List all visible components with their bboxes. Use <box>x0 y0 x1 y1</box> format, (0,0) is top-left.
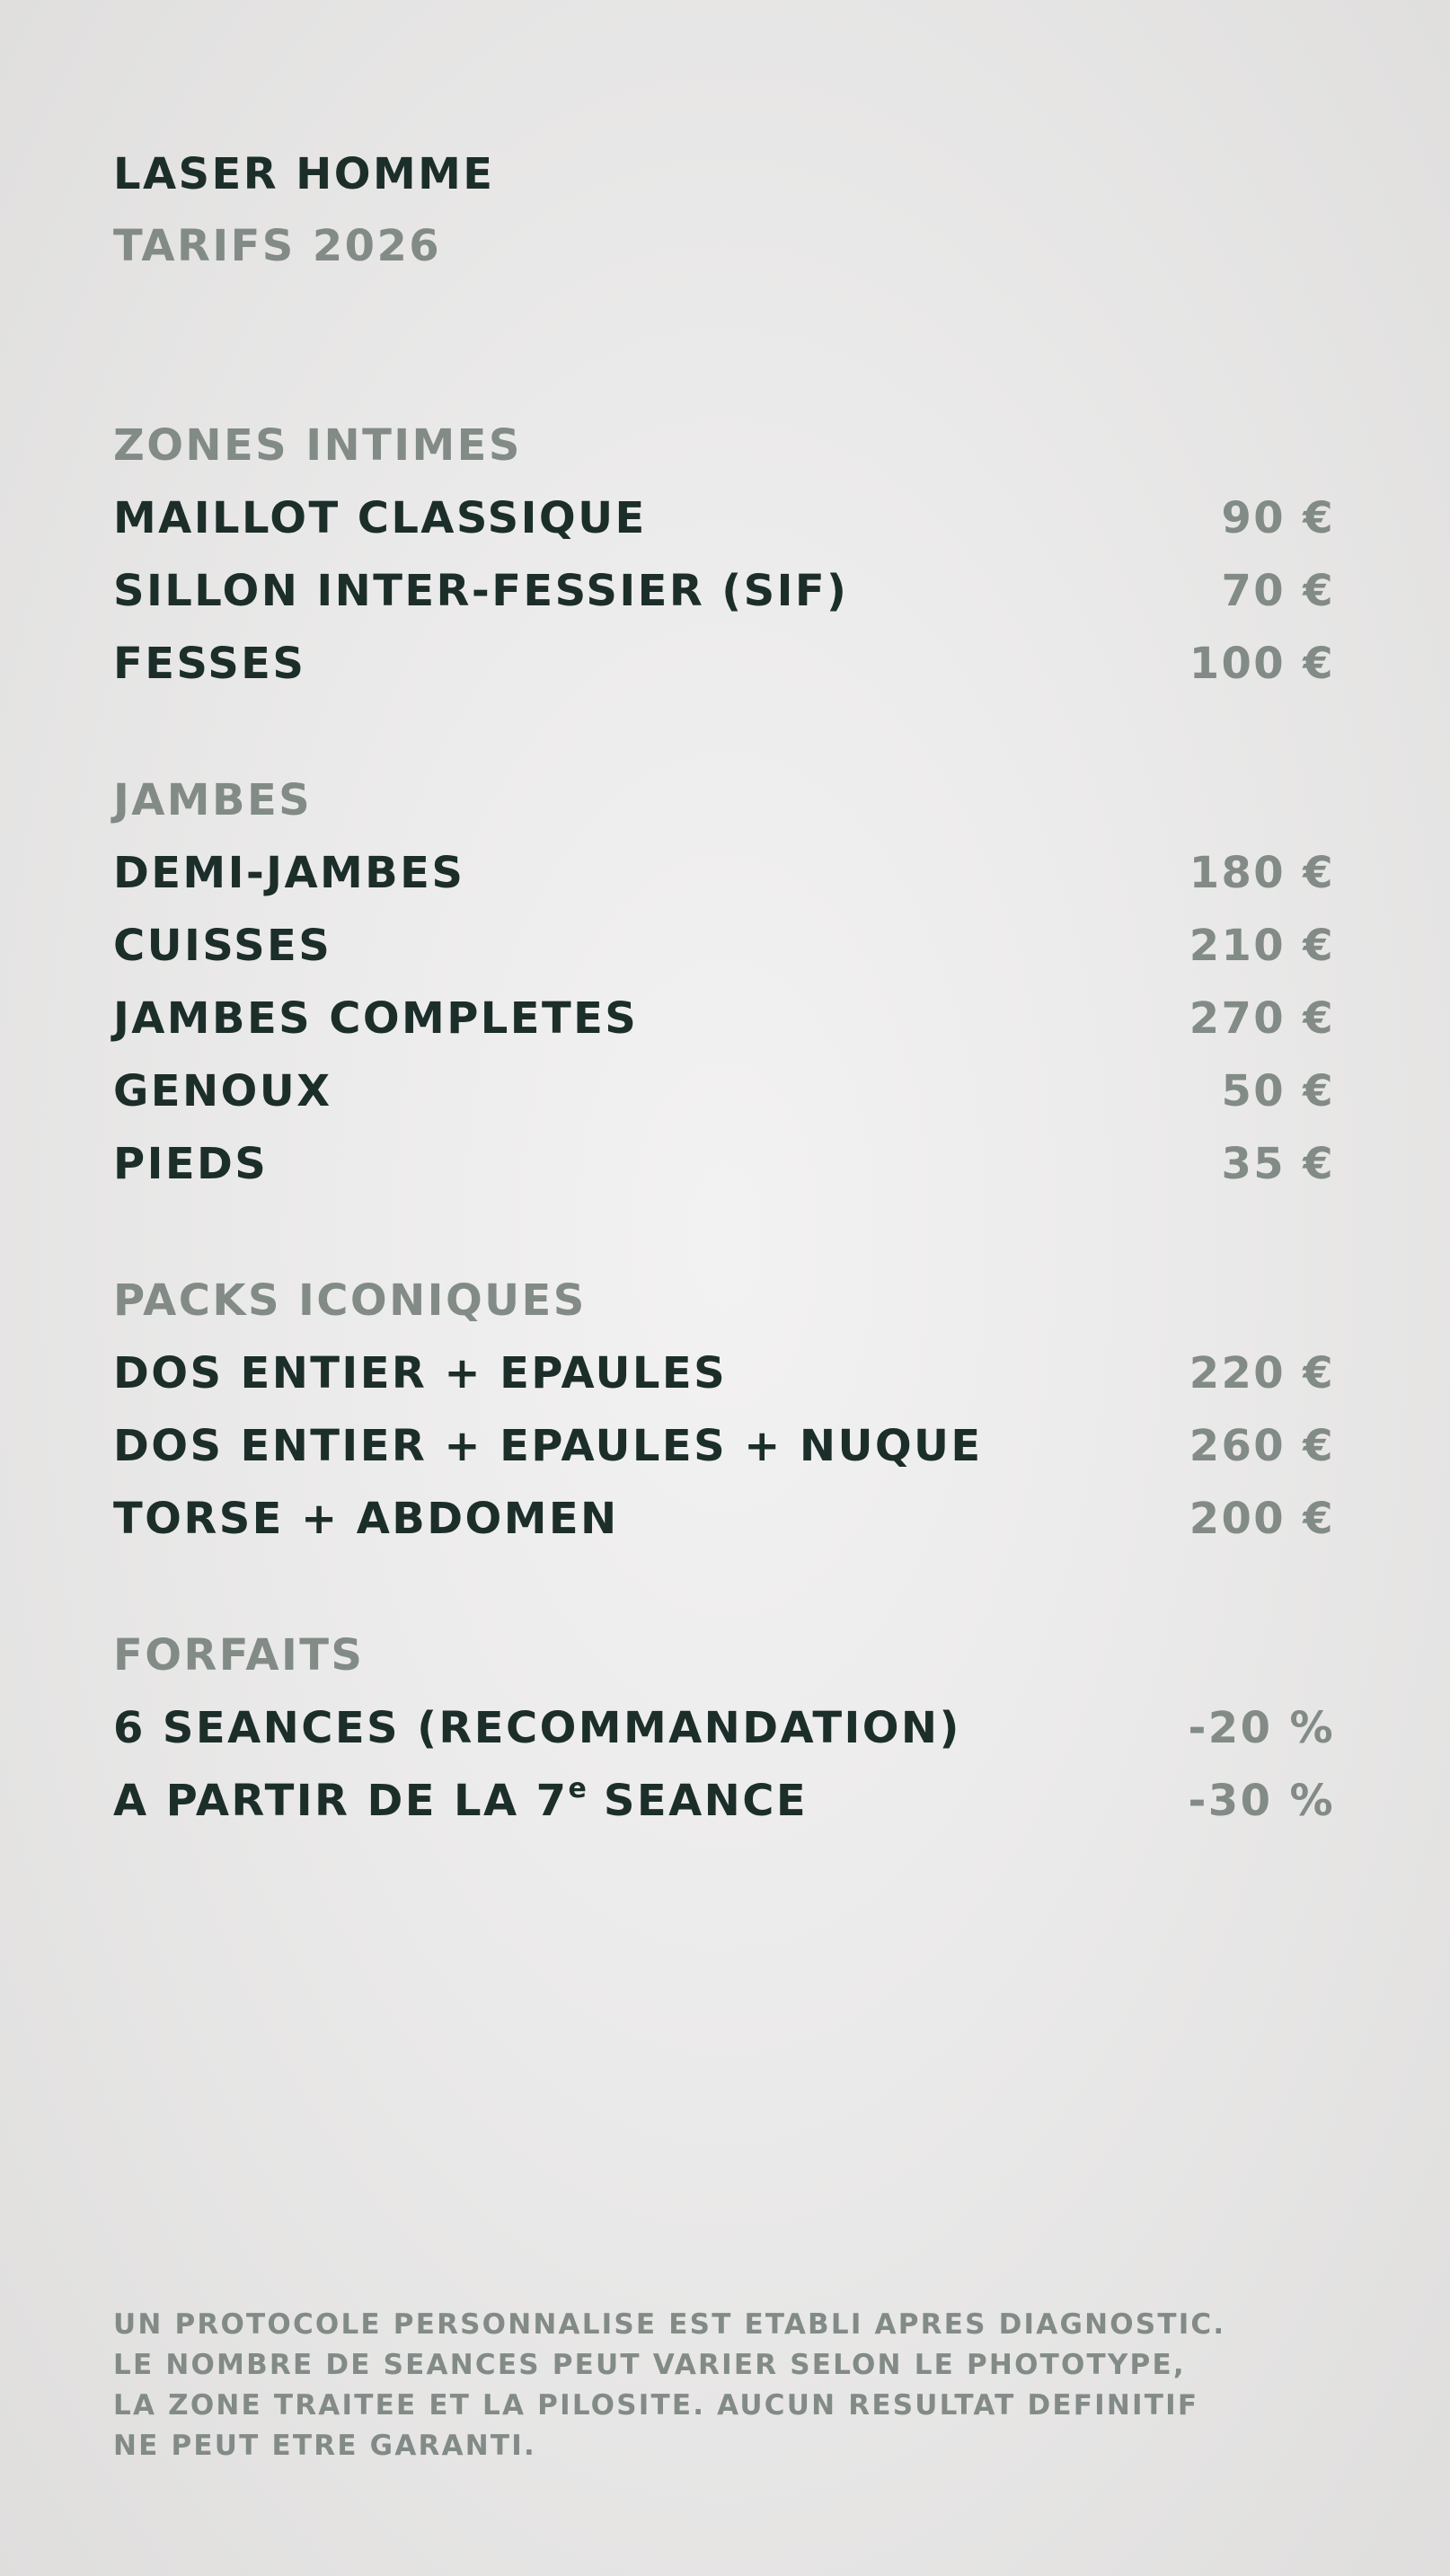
ordinal-superscript: e <box>568 1773 587 1804</box>
item-price: 200 € <box>1189 1494 1335 1544</box>
page-subtitle: TARIFS 2026 <box>113 221 442 271</box>
item-label: CUISSES <box>113 921 332 971</box>
section-jambes <box>113 773 1335 1210</box>
price-row <box>113 637 1335 710</box>
section-zones-intimes <box>113 419 1335 710</box>
item-price: 90 € <box>1221 493 1335 543</box>
price-list <box>113 419 1335 1910</box>
disclaimer-line: NE PEUT ETRE GARANTI. <box>113 2430 536 2462</box>
price-row <box>113 1774 1335 1847</box>
disclaimer-line: UN PROTOCOLE PERSONNALISE EST ETABLI APRES DIAGNOSTIC. <box>113 2308 1226 2341</box>
item-price: 50 € <box>1221 1066 1335 1116</box>
item-label: 6 SEANCES (RECOMMANDATION) <box>113 1703 961 1753</box>
item-label: JAMBES COMPLETES <box>113 993 639 1044</box>
item-label: SILLON INTER-FESSIER (SIF) <box>113 566 849 616</box>
disclaimer <box>113 2305 1335 2466</box>
item-label: DEMI-JAMBES <box>113 848 465 898</box>
item-price: 35 € <box>1221 1139 1335 1189</box>
price-row <box>113 992 1335 1064</box>
item-price: 100 € <box>1189 639 1335 689</box>
item-price: 70 € <box>1221 566 1335 616</box>
item-price: 270 € <box>1189 993 1335 1044</box>
item-label: FESSES <box>113 639 306 689</box>
item-label: MAILLOT CLASSIQUE <box>113 493 647 543</box>
item-discount: -30 % <box>1188 1776 1335 1826</box>
price-row <box>113 1064 1335 1137</box>
section-title: FORFAITS <box>113 1630 365 1681</box>
item-label: DOS ENTIER + EPAULES + NUQUE <box>113 1421 983 1471</box>
item-price: 220 € <box>1189 1348 1335 1398</box>
price-row <box>113 1492 1335 1565</box>
price-row <box>113 1346 1335 1419</box>
section-title: PACKS ICONIQUES <box>113 1275 587 1326</box>
disclaimer-line: LE NOMBRE DE SEANCES PEUT VARIER SELON LE PHOTOTYPE, <box>113 2349 1186 2381</box>
item-label: PIEDS <box>113 1139 269 1189</box>
item-label-end: SEANCE <box>586 1776 809 1826</box>
section-forfaits <box>113 1628 1335 1847</box>
price-row <box>113 1137 1335 1210</box>
disclaimer-line: LA ZONE TRAITEE ET LA PILOSITE. AUCUN RESULTAT DEFINITIF <box>113 2389 1199 2422</box>
item-price: 210 € <box>1189 921 1335 971</box>
item-label: TORSE + ABDOMEN <box>113 1494 619 1544</box>
item-label: DOS ENTIER + EPAULES <box>113 1348 728 1398</box>
section-title: ZONES INTIMES <box>113 420 522 471</box>
price-row <box>113 491 1335 564</box>
price-row <box>113 846 1335 919</box>
price-row <box>113 564 1335 637</box>
item-label <box>113 1774 808 1834</box>
section-title: JAMBES <box>113 775 313 825</box>
price-row <box>113 919 1335 992</box>
page-title: LASER HOMME <box>113 149 495 199</box>
section-packs-iconiques <box>113 1274 1335 1565</box>
item-label: GENOUX <box>113 1066 332 1116</box>
item-discount: -20 % <box>1188 1703 1335 1753</box>
price-row <box>113 1701 1335 1774</box>
price-row <box>113 1419 1335 1492</box>
item-price: 180 € <box>1189 848 1335 898</box>
item-label-start: A PARTIR DE LA 7 <box>113 1776 569 1826</box>
item-price: 260 € <box>1189 1421 1335 1471</box>
